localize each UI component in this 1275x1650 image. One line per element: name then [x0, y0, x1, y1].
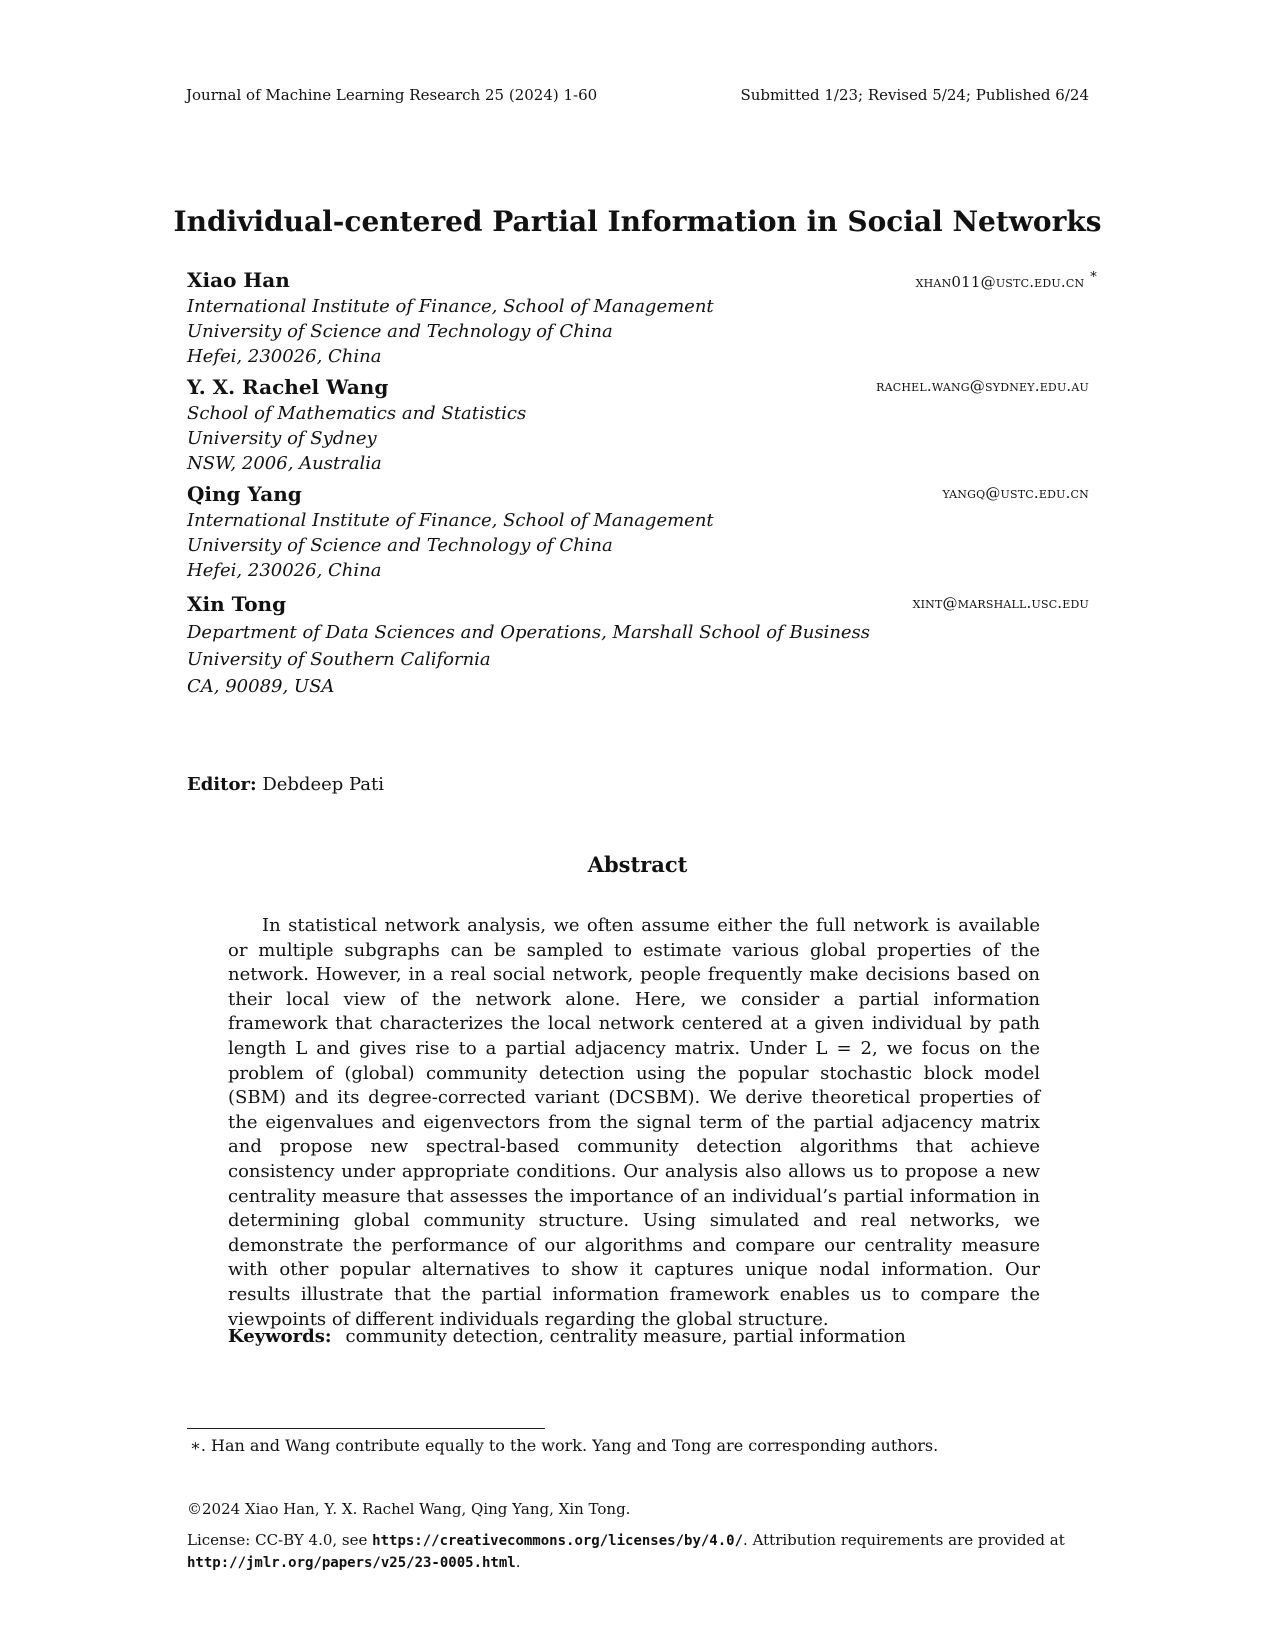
keywords-text: community detection, centrality measure, partial information: [345, 1326, 906, 1347]
affiliation-line: CA, 90089, USA: [187, 676, 335, 697]
keywords-line: [228, 1326, 906, 1347]
license-middle: . Attribution requirements are provided at: [743, 1531, 1065, 1549]
author-email[interactable]: [916, 270, 1097, 291]
author-block: [187, 592, 1089, 700]
affiliation-line: University of Science and Technology of China: [187, 535, 613, 556]
affiliation-line: University of Sydney: [187, 428, 377, 449]
editor-label: Editor:: [187, 774, 257, 795]
keywords-label: Keywords:: [228, 1326, 332, 1347]
author-name: Y. X. Rachel Wang: [187, 375, 389, 399]
journal-header: Journal of Machine Learning Research 25 (2024) 1-60: [186, 86, 598, 104]
abstract-text: In statistical network analysis, we often assume either the full network is available or multiple subgraphs can be sampled to estimate various global properties of the network. However, in a real social network, people frequently make decisions based on their local view of the network alone. Here, we consider a partial information framework that characterizes the local network centered at a given individual by path length L and gives rise to a partial adjacency matrix. Under L = 2, we focus on the problem of (global) community detection using the popular stochastic block model (SBM) and its degree-corrected variant (DCSBM). We derive theoretical properties of the eigenvalues and eigenvectors from the signal term of the partial adjacency matrix and propose new spectral-based community detection algorithms that achieve consistency under appropriate conditions. Our analysis also allows us to propose a new centrality measure that assesses the importance of an individual’s partial information in determining global community structure. Using simulated and real networks, we demonstrate the performance of our algorithms and compare our centrality measure with other popular alternatives to show it captures unique nodal information. Our results illustrate that the partial information framework enables us to compare the viewpoints of different individuals regarding the global structure.: [228, 915, 1040, 1330]
author-email-text[interactable]: xhan011@ustc.edu.cn: [915, 273, 1085, 291]
affiliation-line: University of Southern California: [187, 649, 491, 670]
affiliation-line: School of Mathematics and Statistics: [187, 403, 527, 424]
editor-line: [187, 774, 384, 795]
author-affiliation: [187, 619, 1089, 700]
affiliation-line: International Institute of Finance, School of Management: [187, 296, 714, 317]
author-name: Xiao Han: [187, 268, 290, 292]
affiliation-line: Hefei, 230026, China: [187, 560, 382, 581]
author-block: [187, 268, 1097, 369]
footnote-marker: *: [1090, 270, 1097, 285]
author-affiliation: [187, 508, 1089, 583]
author-block: [187, 482, 1089, 583]
paper-title: Individual-centered Partial Information in Social Networks: [173, 205, 1102, 238]
affiliation-line: International Institute of Finance, School of Management: [187, 510, 714, 531]
author-email[interactable]: rachel.wang@sydney.edu.au: [876, 377, 1089, 395]
affiliation-line: Hefei, 230026, China: [187, 346, 382, 367]
footnote-divider: [187, 1428, 545, 1429]
copyright-notice: ©2024 Xiao Han, Y. X. Rachel Wang, Qing Yang, Xin Tong.: [187, 1500, 631, 1518]
author-email[interactable]: xint@marshall.usc.edu: [912, 594, 1089, 612]
author-affiliation: [187, 294, 1089, 369]
license-prefix: License: CC-BY 4.0, see: [187, 1531, 373, 1549]
editor-name: Debdeep Pati: [262, 774, 385, 795]
author-email[interactable]: yangq@ustc.edu.cn: [942, 484, 1089, 502]
license-notice: [187, 1530, 1087, 1574]
license-url-link[interactable]: https://creativecommons.org/licenses/by/4.0/: [372, 1533, 744, 1549]
author-name: Qing Yang: [187, 482, 302, 506]
affiliation-line: Department of Data Sciences and Operations, Marshall School of Business: [187, 622, 871, 643]
author-name: Xin Tong: [187, 592, 287, 616]
license-suffix: .: [515, 1553, 521, 1571]
author-affiliation: [187, 401, 1089, 476]
footnote: ∗. Han and Wang contribute equally to the work. Yang and Tong are corresponding authors.: [190, 1436, 939, 1455]
affiliation-line: University of Science and Technology of China: [187, 321, 613, 342]
author-block: [187, 375, 1089, 476]
paper-url-link[interactable]: http://jmlr.org/papers/v25/23-0005.html: [187, 1555, 516, 1571]
abstract-heading: Abstract: [587, 852, 688, 877]
affiliation-line: NSW, 2006, Australia: [187, 453, 382, 474]
publication-dates: Submitted 1/23; Revised 5/24; Published 6/24: [740, 86, 1089, 104]
